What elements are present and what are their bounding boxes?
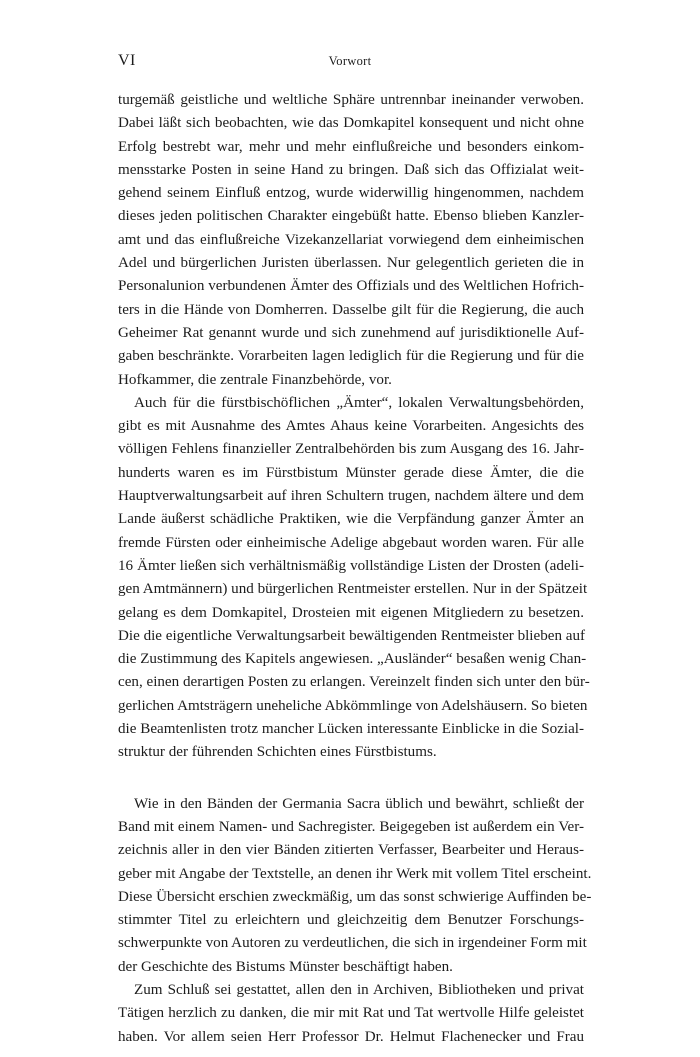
text-line: cen, einen derartigen Posten zu erlangen. Vereinzelt finden sich unter den bür- — [118, 674, 590, 691]
text-line: fremde Fürsten oder einheimische Adelige abgebaut worden waren. Für alle — [118, 534, 584, 551]
paragraph — [118, 793, 592, 979]
text-line: Geheimer Rat genannt wurde und sich zunehmend auf jurisdiktionelle Auf- — [118, 324, 584, 341]
text-line: die Beamtenlisten trotz mancher Lücken interessante Einblicke in die Sozial- — [118, 721, 584, 738]
text-line: geber mit Angabe der Textstelle, an denen ihr Werk mit vollem Titel erscheint. — [118, 865, 592, 882]
text-line: turgemäß geistliche und weltliche Sphäre untrennbar ineinander verwoben. — [118, 92, 584, 108]
text-line: Adel und bürgerlichen Juristen überlassen. Nur gelegentlich gerieten die in — [118, 255, 584, 272]
body-text — [118, 89, 592, 1049]
text-line: gerlichen Amtsträgern uneheliche Abkömmlinge von Adelshäusern. So bieten — [118, 697, 588, 714]
text-line: gen Amtmännern) und bürgerlichen Rentmeister erstellen. Nur in der Spätzeit — [118, 581, 588, 598]
text-line: völligen Fehlens finanzieller Zentralbehörden bis zum Ausgang des 16. Jahr- — [118, 441, 584, 458]
text-line: Zum Schluß sei gestattet, allen den in Archiven, Bibliotheken und privat — [134, 981, 584, 998]
text-line: Die die eigentliche Verwaltungsarbeit bewältigenden Rentmeister blieben auf — [118, 627, 586, 644]
paragraph — [118, 89, 584, 392]
text-line: hunderts waren es im Fürstbistum Münster gerade diese Ämter, die die — [118, 464, 584, 481]
text-line: stimmter Titel zu erleichtern und gleichzeitig dem Benutzer Forschungs- — [118, 912, 584, 929]
text-line: Erfolg bestrebt war, mehr und mehr einflußreiche und besonders einkom- — [118, 138, 584, 155]
section-gap — [118, 765, 584, 793]
text-line: gelang es dem Domkapitel, Drosteien mit eigenen Mitgliedern zu besetzen. — [118, 604, 584, 621]
text-line: amt und das einflußreiche Vizekanzellariat vorwiegend dem einheimischen — [118, 231, 584, 248]
text-line: mensstarke Posten in seine Hand zu bringen. Daß sich das Offizialat weit- — [118, 161, 584, 178]
text-line: dieses jeden politischen Charakter eingebüßt hatte. Ebenso blieben Kanzler- — [118, 208, 584, 225]
text-line: zeichnis aller in den vier Bänden zitierten Verfasser, Bearbeiter und Heraus- — [118, 842, 584, 859]
text-line: struktur der führenden Schichten eines Fürstbistums. — [118, 744, 437, 761]
text-line: der Geschichte des Bistums Münster beschäftigt haben. — [118, 958, 453, 975]
text-line: Hauptverwaltungsarbeit auf ihren Schultern trugen, nachdem ältere und dem — [118, 488, 584, 505]
text-line: Band mit einem Namen- und Sachregister. Beigegeben ist außerdem ein Ver- — [118, 818, 584, 835]
page-number: VI — [118, 52, 136, 69]
page-header — [118, 52, 582, 76]
text-line: gehend seinem Einfluß entzog, wurde widerwillig hingenommen, nachdem — [118, 185, 584, 202]
text-line: gibt es mit Ausnahme des Amtes Ahaus keine Vorarbeiten. Angesichts des — [118, 418, 584, 435]
text-line: Auch für die fürstbischöflichen „Ämter“, lokalen Verwaltungsbehörden, — [134, 394, 584, 411]
paragraph — [118, 979, 584, 1049]
text-line: schwerpunkte von Autoren zu verdeutlichen, die sich in irgendeiner Form mit — [118, 935, 587, 952]
text-line: Tätigen herzlich zu danken, die mir mit Rat und Tat wertvolle Hilfe geleistet — [118, 1005, 584, 1022]
text-line: haben. Vor allem seien Herr Professor Dr. Helmut Flachenecker und Frau — [118, 1028, 584, 1045]
text-line: gaben beschränkte. Vorarbeiten lagen lediglich für die Regierung und für die — [118, 348, 584, 365]
text-line: Hofkammer, die zentrale Finanzbehörde, vor. — [118, 371, 392, 388]
text-line: Wie in den Bänden der Germania Sacra üblich und bewährt, schließt der — [134, 795, 584, 812]
text-line: ters in die Hände von Domherren. Dasselbe gilt für die Regierung, die auch — [118, 301, 584, 318]
text-line: Diese Übersicht erschien zweckmäßig, um das sonst schwierige Auffinden be- — [118, 888, 592, 905]
text-line: die Zustimmung des Kapitels angewiesen. „Ausländer“ besaßen wenig Chan- — [118, 651, 587, 668]
paragraph — [118, 392, 590, 765]
text-line: 16 Ämter ließen sich verhältnismäßig vollständige Listen der Drosten (adeli- — [118, 557, 584, 574]
text-line: Dabei läßt sich beobachten, wie das Domkapitel konsequent und nicht ohne — [118, 115, 584, 132]
text-line: Lande äußerst schädliche Praktiken, wie die Verpfändung ganzer Ämter an — [118, 511, 584, 528]
text-line: Personalunion verbundenen Ämter des Offizials und des Weltlichen Hofrich- — [118, 278, 584, 295]
running-head: Vorwort — [328, 54, 372, 68]
